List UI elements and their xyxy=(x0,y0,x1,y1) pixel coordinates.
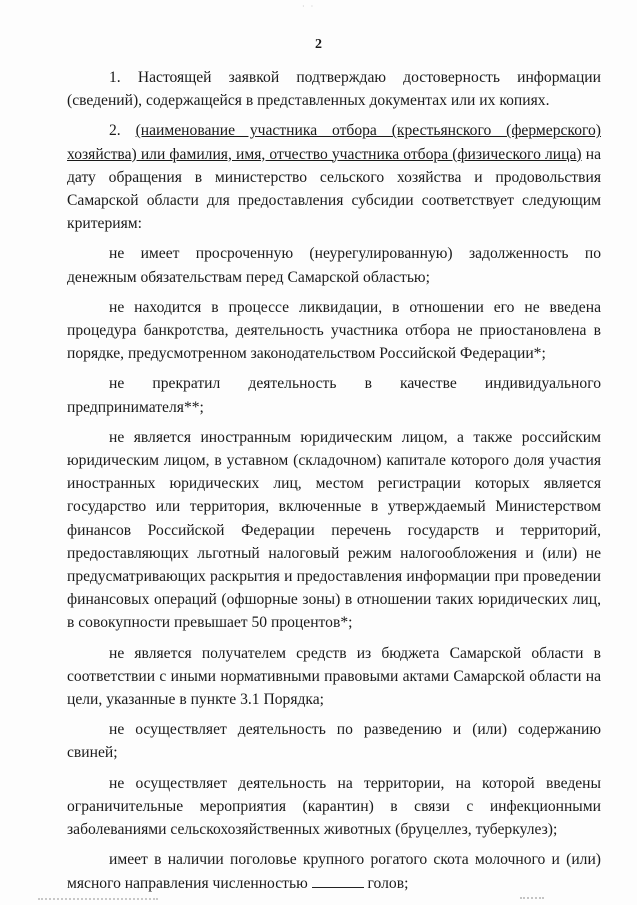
paragraph-confirmation: 1. Настоящей заявкой подтверждаю достоверность информации (сведений), содержащейся в представленных документах или их копиях. xyxy=(67,69,601,110)
criterion-cattle-count xyxy=(67,848,601,894)
scan-artifact-top: · · xyxy=(302,2,316,11)
participant-name-placeholder: (наименование участника отбора (крестьянского (фермерского) хозяйства) или фамилия, имя, отчество участника отбора (физического лица) xyxy=(67,122,601,163)
scan-noise-left xyxy=(38,894,158,900)
document-body xyxy=(67,66,601,902)
criterion-not-foreign-entity: не является иностранным юридическим лицом, а также российским юридическим лицом, в уставном (складочном) капитале которого доля участия иностранных юридических лиц, местом регистрации которых является государство или территория, включенные в утверждаемый Министерством финансов Российской Федерации перечень государств и территорий, предоставляющих льготный налоговый режим налогообложения и (или) не предусматривающих раскрытия и предоставления информации при проведении финансовых операций (офшорные зоны) в отношении таких юридических лиц, в совокупности превышает 50 процентов*; xyxy=(67,428,601,632)
criterion-no-quarantine: не осуществляет деятельность на территории, на которой введены ограничительные мероприятия (карантин) в связи с инфекционными заболеваниями сельскохозяйственных животных (бруцеллез, туберкулез); xyxy=(67,774,601,839)
criterion-no-debt: не имеет просроченную (неурегулированную) задолженность по денежным обязательствам перед Самарской областью; xyxy=(67,245,601,286)
paragraph-criteria-intro xyxy=(67,119,601,235)
page-number: 2 xyxy=(315,37,322,52)
paragraph-number: 2. xyxy=(109,122,136,140)
criterion-no-pig-breeding: не осуществляет деятельность по разведению и (или) содержанию свиней; xyxy=(67,721,601,762)
criterion-no-other-budget-funds: не является получателем средств из бюджета Самарской области в соответствии с иными нормативными правовыми актами Самарской области на цели, указанные в пункте 3.1 Порядка; xyxy=(67,644,601,709)
cattle-count-text-before: имеет в наличии поголовье крупного рогатого скота молочного и (или) мясного направления численностью xyxy=(67,851,601,892)
scan-noise-right xyxy=(520,892,544,899)
cattle-count-text-after: голов; xyxy=(363,874,409,892)
criterion-active-entrepreneur: не прекратил деятельность в качестве индивидуального предпринимателя**; xyxy=(67,375,601,416)
criteria-intro-text: на дату обращения в министерство сельского хозяйства и продовольствия Самарской области для предоставления субсидии соответствует следующим критериям: xyxy=(67,145,601,233)
scan-artifact-bottom xyxy=(0,894,637,900)
cattle-count-blank[interactable] xyxy=(312,875,364,888)
criterion-no-liquidation: не находится в процессе ликвидации, в отношении его не введена процедура банкротства, деятельность участника отбора не приостановлена в порядке, предусмотренном законодательством Российской Федерации*; xyxy=(67,298,601,363)
